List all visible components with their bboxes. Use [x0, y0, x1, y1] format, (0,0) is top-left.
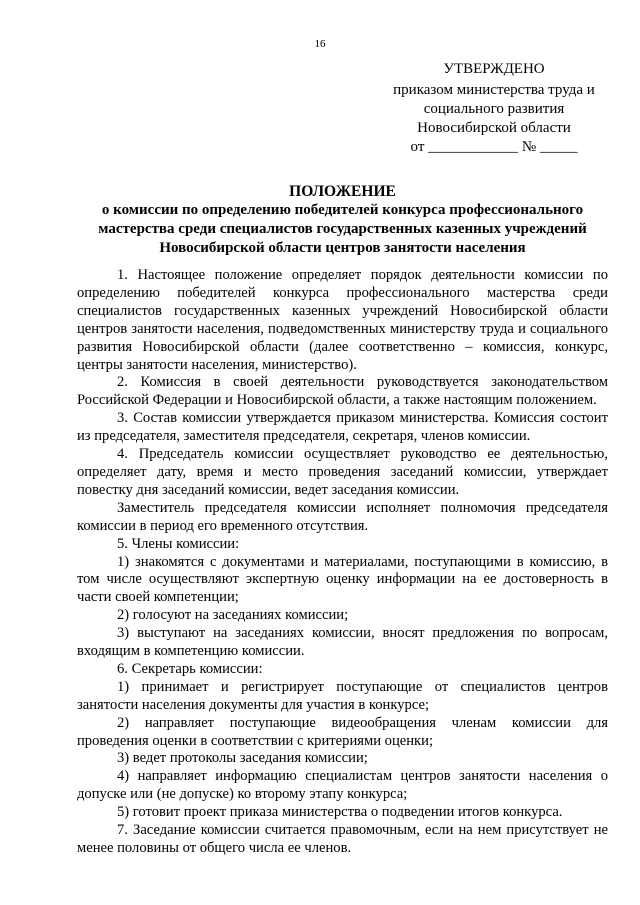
paragraph: 5. Члены комиссии:	[117, 535, 240, 552]
document-body	[77, 267, 608, 858]
approval-block	[388, 60, 600, 157]
paragraph: 5) готовит проект приказа министерства о подведении итогов конкурса.	[117, 804, 563, 821]
page-number: 16	[314, 38, 326, 50]
paragraph: 7. Заседание комиссии считается правомочным, если на нем присутствует не менее половины от общего числа ее членов.	[77, 822, 608, 856]
approval-line: Новосибирской области	[417, 120, 571, 136]
paragraph: 1) принимает и регистрирует поступающие от специалистов центров занятости населения документы для участия в конкурсе;	[77, 678, 608, 713]
paragraph: 4) направляет информацию специалистам центров занятости населения о допуске или (не допуске) ко второму этапу конкурса;	[77, 768, 608, 803]
paragraph: 4. Председатель комиссии осуществляет руководство ее деятельностью, определяет дату, время и место проведения заседаний комиссии, утверждает повестку дня заседаний комиссии, ведет заседания комиссии.	[77, 446, 608, 498]
approval-line: от ____________ № _____	[410, 139, 578, 155]
paragraph: 2) голосуют на заседаниях комиссии;	[117, 607, 349, 624]
paragraph: 3. Состав комиссии утверждается приказом министерства. Комиссия состоит из председателя, заместителя председателя, секретаря, членов комиссии.	[77, 410, 608, 445]
approval-line: приказом министерства труда и	[393, 82, 595, 98]
paragraph: 2. Комиссия в своей деятельности руководствуется законодательством Российской Федерации и Новосибирской области, а также настоящим положением.	[77, 374, 608, 409]
paragraph: Заместитель председателя комиссии исполняет полномочия председателя комиссии в период его временного отсутствия.	[77, 499, 608, 534]
paragraph: 1. Настоящее положение определяет порядок деятельности комиссии по определению победителей конкурса профессионального мастерства среди специалистов государственных казенных учреждений Новосибирской области центров занятости населения, подведомственных министерству труда и социального развития Новосибирской области (далее соответственно – комиссия, конкурс, центры занятости населения, министерство).	[77, 267, 608, 373]
approval-stamp: УТВЕРЖДЕНО	[443, 61, 545, 77]
approval-line: социального развития	[423, 101, 565, 117]
title-main: ПОЛОЖЕНИЕ	[289, 183, 396, 200]
document-title	[80, 182, 605, 258]
paragraph: 6. Секретарь комиссии:	[117, 660, 263, 677]
paragraph: 2) направляет поступающие видеообращения членам комиссии для проведения оценки в соответствии с критериями оценки;	[77, 714, 608, 749]
paragraph: 3) ведет протоколы заседания комиссии;	[117, 750, 368, 767]
paragraph: 3) выступают на заседаниях комиссии, вносят предложения по вопросам, входящим в компетенцию комиссии.	[77, 625, 608, 660]
paragraph: 1) знакомятся с документами и материалами, поступающими в комиссию, в том числе осуществляют экспертную оценку информации на ее достоверность в части своей компетенции;	[77, 553, 608, 606]
title-subtitle: о комиссии по определению победителей конкурса профессионального мастерства среди специалистов государственных казенных учреждений Новосибирской области центров занятости населения	[98, 202, 587, 256]
